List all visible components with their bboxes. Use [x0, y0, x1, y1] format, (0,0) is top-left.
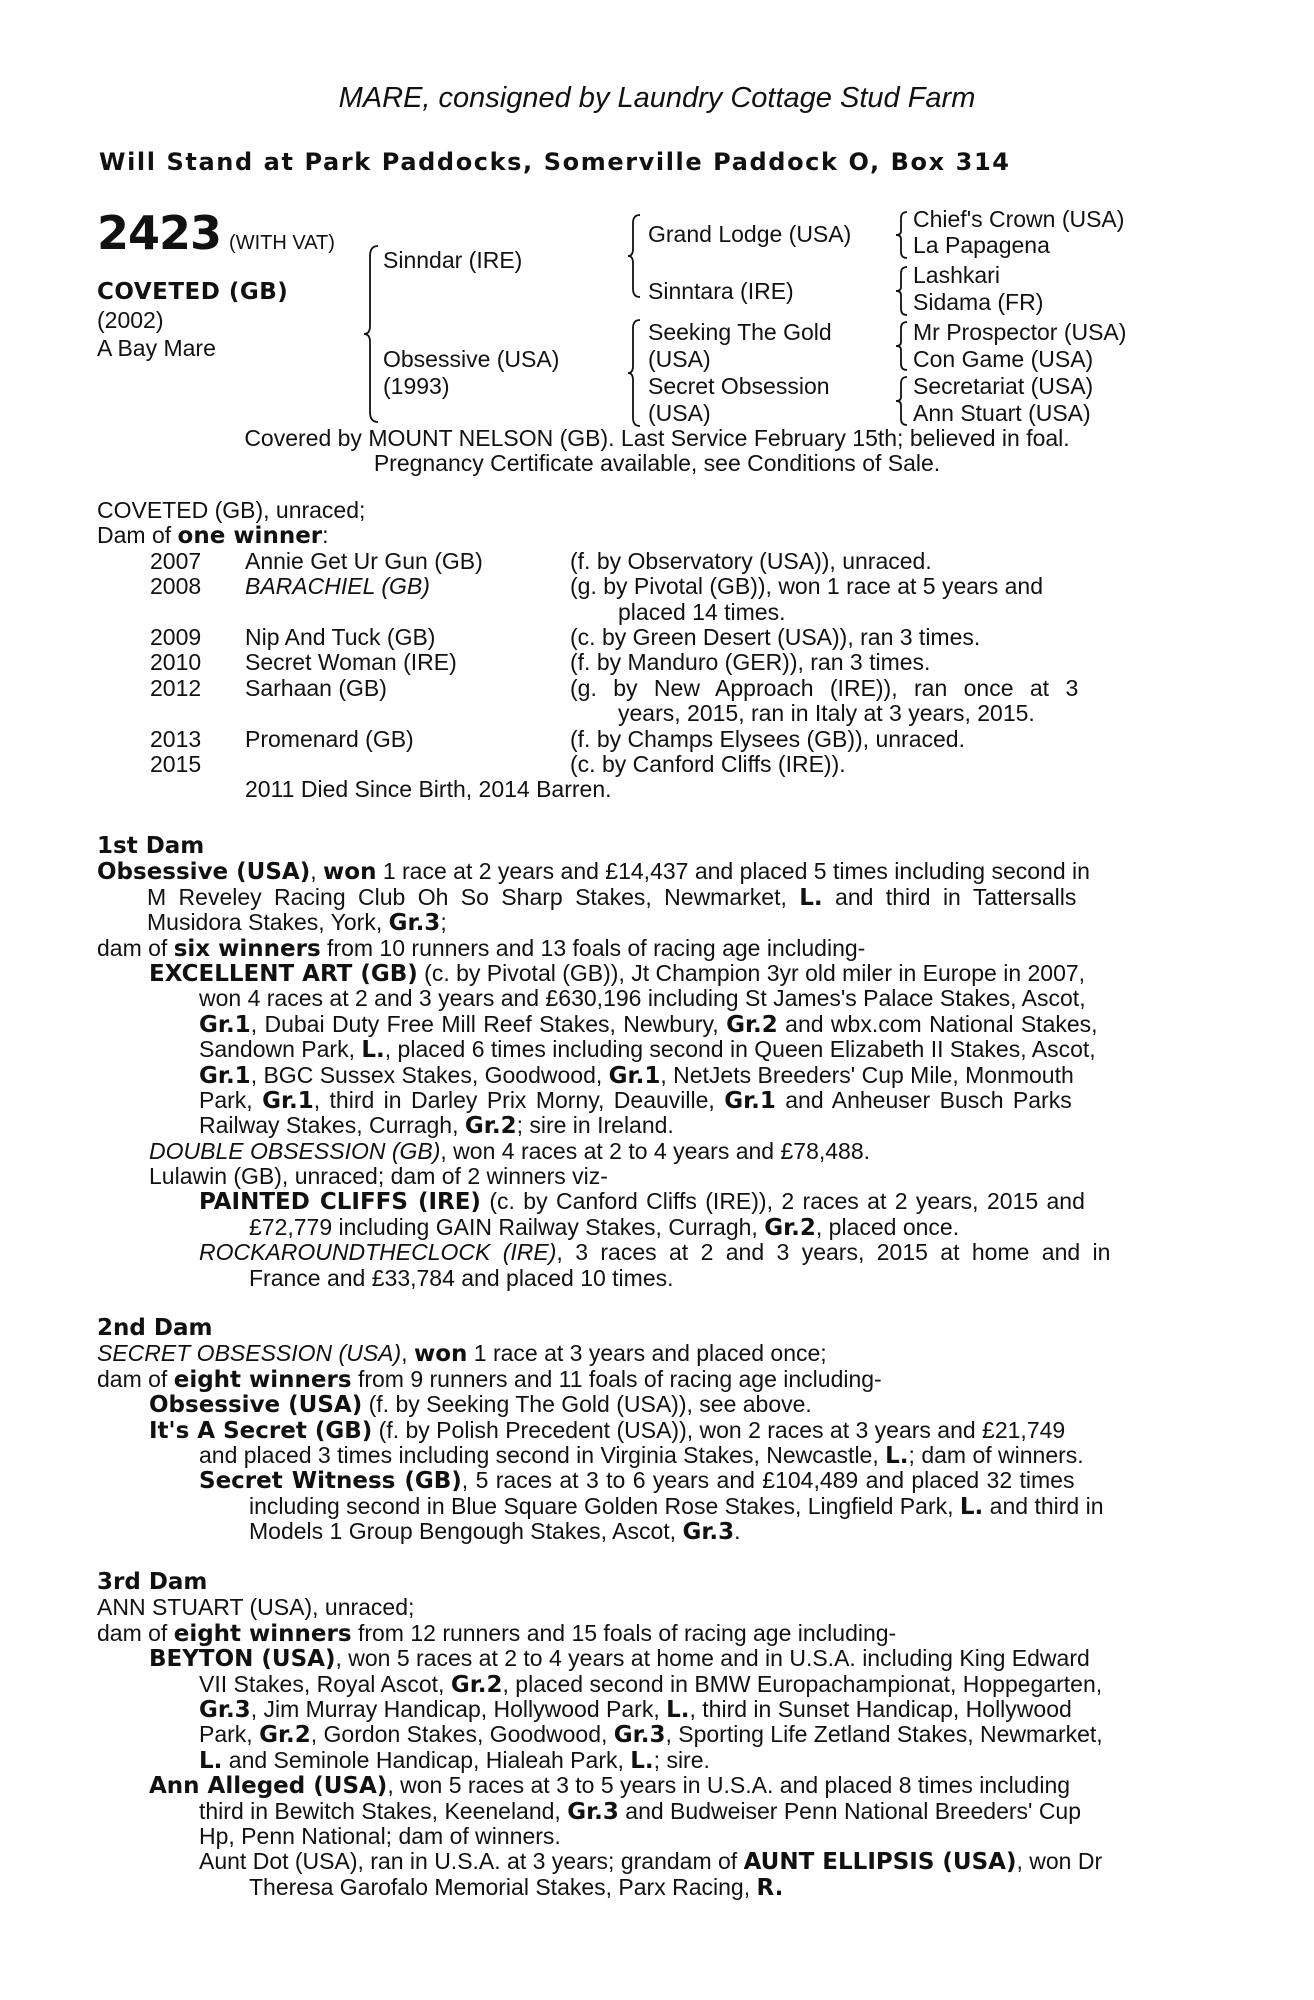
pedigree-sds: Lashkari [913, 262, 1000, 288]
produce-row: 2007 Annie Get Ur Gun (GB) (f. by Observatory (USA)), unraced. [150, 547, 932, 574]
mare-status: COVETED (GB), unraced; [97, 497, 366, 523]
pedigree-dam-sire-line2: (USA) [648, 346, 711, 372]
second-dam-heading: 2nd Dam [97, 1315, 213, 1341]
produce-row: 2010 Secret Woman (IRE) (f. by Manduro (GER)), ran 3 times. [150, 649, 931, 676]
horse-year: (2002) [97, 307, 164, 333]
pedigree-brace-ds [894, 320, 910, 372]
third-dam-heading: 3rd Dam [97, 1569, 208, 1595]
pedigree-brace-ss [894, 210, 910, 260]
pedigree-ddd: Ann Stuart (USA) [913, 400, 1091, 426]
horse-name: COVETED (GB) [97, 279, 289, 305]
pedigree-ssd: La Papagena [913, 232, 1050, 258]
pedigree-brace-dam [626, 318, 644, 428]
produce-row: 2011 Died Since Birth, 2014 Barren. [245, 776, 612, 803]
covered-note [0, 426, 1314, 476]
stand-location: Will Stand at Park Paddocks, Somerville Paddock O, Box 314 [99, 148, 1011, 176]
pedigree-dam-line2: (1993) [383, 373, 450, 399]
vat-note: (WITH VAT) [229, 232, 335, 254]
third-dam-section: 3rd Dam ANN STUART (USA), unraced; dam of eight winners from 12 runners and 15 foals of racing age including- BEYTON (USA), won 5 races at 2 to 4 years at home and in U.S.A. including King Edward VII Stakes, Royal Ascot, Gr.2, placed second in BMW Europachampionat, Hoppegarten, Gr.3, Jim Murray Handicap, Hollywood Park, L., third in Sunset Handicap, Hollywood Park, Gr.2, Gordon Stakes, Goodwood, Gr.3, Sporting Life Zetland Stakes, Newmarket, L. and Seminole Handicap, Hialeah Park, L.; sire. Ann Alleged (USA), won 5 races at 3 to 5 years in U.S.A. and placed 8 times including third in Bewitch Stakes, Keeneland, Gr.3 and Budweiser Penn National Breeders' Cup Hp, Penn National; dam of winners. Aunt Dot (USA), ran in U.S.A. at 3 years; grandam of AUNT ELLIPSIS (USA), won Dr Theresa Garofalo Memorial Stakes, Parx Racing, R. [97, 1570, 1199, 1900]
page-title: MARE, consigned by Laundry Cottage Stud Farm [338, 82, 976, 114]
pedigree-brace-dd [894, 375, 910, 427]
pedigree-sdd: Sidama (FR) [913, 289, 1044, 315]
pedigree-brace-main [362, 244, 382, 424]
pregnancy-line: Pregnancy Certificate available, see Conditions of Sale. [373, 450, 941, 476]
mare-record [97, 498, 1199, 803]
pedigree-dsd: Con Game (USA) [913, 346, 1094, 372]
horse-identity [97, 278, 288, 362]
lot-header [97, 206, 335, 260]
first-dam-section: 1st Dam Obsessive (USA), won 1 race at 2 years and £14,437 and placed 5 times including second in M Reveley Racing Club Oh So Sharp Stakes, Newmarket, L. and third in Tattersalls Musidora Stakes, York, Gr.3; dam of six winners from 10 runners and 13 foals of racing age including- EXCELLENT ART (GB) (c. by Pivotal (GB)), Jt Champion 3yr old miler in Europe in 2007, won 4 races at 2 and 3 years and £630,196 including St James's Palace Stakes, Ascot, Gr.1, Dubai Duty Free Mill Reef Stakes, Newbury, Gr.2 and wbx.com National Stakes, Sandown Park, L., placed 6 times including second in Queen Elizabeth II Stakes, Ascot, Gr.1, BGC Sussex Stakes, Goodwood, Gr.1, NetJets Breeders' Cup Mile, Monmouth Park, Gr.1, third in Darley Prix Morny, Deauville, Gr.1 and Anheuser Busch Parks Railway Stakes, Curragh, Gr.2; sire in Ireland. DOUBLE OBSESSION (GB), won 4 races at 2 to 4 years and £78,488. Lulawin (GB), unraced; dam of 2 winners viz- PAINTED CLIFFS (IRE) (c. by Canford Cliffs (IRE)), 2 races at 2 years, 2015 and £72,779 including GAIN Railway Stakes, Curragh, Gr.2, placed once. ROCKAROUNDTHECLOCK (IRE), 3 races at 2 and 3 years, 2015 at home and in France and £33,784 and placed 10 times. [97, 834, 1199, 1291]
pedigree-dds: Secretariat (USA) [913, 373, 1094, 399]
pedigree-dss: Mr Prospector (USA) [913, 319, 1127, 345]
produce-row: 2013 Promenard (GB) (f. by Champs Elysees (GB)), unraced. [150, 725, 965, 752]
pedigree-sire-dam: Sinntara (IRE) [648, 278, 794, 304]
pedigree-dam-dam-line2: (USA) [648, 400, 711, 426]
produce-row: 2008 BARACHIEL (GB) (g. by Pivotal (GB)), won 1 race at 5 years and placed 14 times. [150, 573, 1043, 625]
mare-dam-of: Dam of one winner: [97, 522, 329, 550]
first-dam-heading: 1st Dam [97, 833, 205, 859]
pedigree-dam-dam-line1: Secret Obsession [648, 373, 830, 399]
pedigree-brace-sd [894, 265, 910, 317]
lot-number: 2423 [97, 206, 222, 260]
covered-line: Covered by MOUNT NELSON (GB). Last Service February 15th; believed in foal. [244, 425, 1070, 451]
produce-row: 2012 Sarhaan (GB) (g. by New Approach (IRE)), ran once at 3 years, 2015, ran in Italy at 3 years, 2015. [150, 674, 1079, 727]
produce-list [97, 549, 1199, 803]
produce-table [150, 549, 1078, 803]
pedigree-dam-sire-line1: Seeking The Gold [648, 319, 832, 345]
pedigree-brace-sire [626, 213, 644, 299]
pedigree-sire-sire: Grand Lodge (USA) [648, 221, 852, 247]
pedigree-sire: Sinndar (IRE) [383, 247, 523, 273]
second-dam-section: 2nd Dam SECRET OBSESSION (USA), won 1 race at 3 years and placed once; dam of eight winners from 9 runners and 11 foals of racing age including- Obsessive (USA) (f. by Seeking The Gold (USA)), see above. It's A Secret (GB) (f. by Polish Precedent (USA)), won 2 races at 3 years and £21,749 and placed 3 times including second in Virginia Stakes, Newcastle, L.; dam of winners. Secret Witness (GB), 5 races at 3 to 6 years and £104,489 and placed 32 times including second in Blue Square Golden Rose Stakes, Lingfield Park, L. and third in Models 1 Group Bengough Stakes, Ascot, Gr.3. [97, 1316, 1199, 1545]
horse-description: A Bay Mare [97, 335, 216, 361]
produce-row: 2015 (c. by Canford Cliffs (IRE)). [150, 751, 846, 778]
pedigree-sss: Chief's Crown (USA) [913, 206, 1125, 232]
pedigree-dam-line1: Obsessive (USA) [383, 346, 560, 372]
produce-row: 2009 Nip And Tuck (GB) (c. by Green Desert (USA)), ran 3 times. [150, 624, 981, 650]
